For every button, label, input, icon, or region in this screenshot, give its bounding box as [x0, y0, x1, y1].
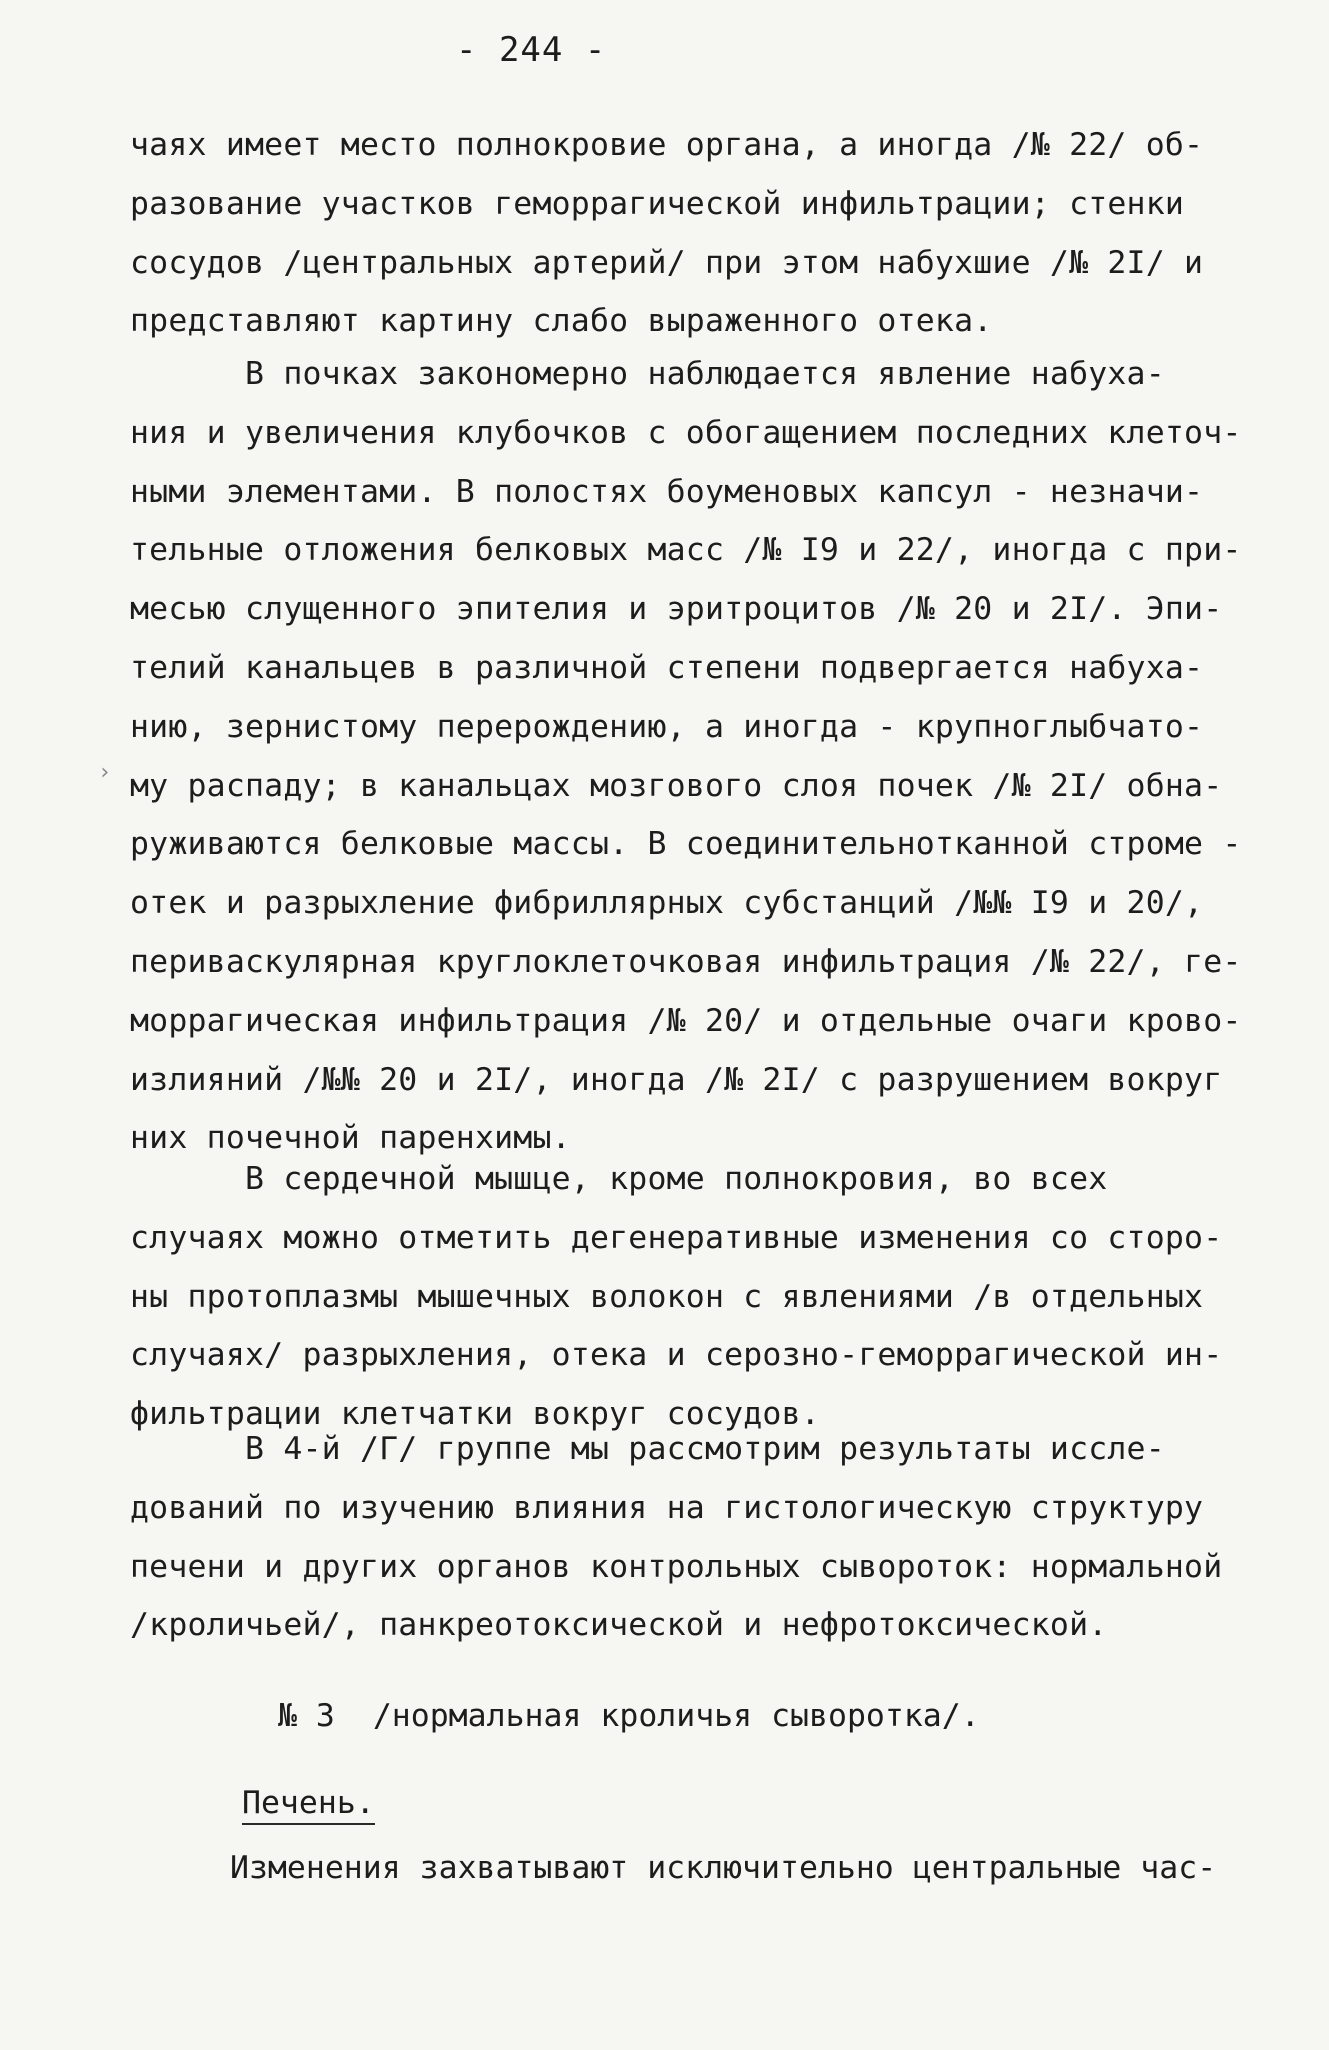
text-line: В 4-й /Г/ группе мы рассмотрим результаты иссле-: [130, 1431, 1165, 1467]
text-line: случаях/ разрыхления, отека и серозно-геморрагической ин-: [130, 1337, 1223, 1374]
text-line: представляют картину слабо выраженного отека.: [130, 303, 993, 340]
text-line: разование участков геморрагической инфильтрации; стенки: [130, 185, 1185, 222]
section-heading: Печень.: [242, 1785, 375, 1825]
text-line: В сердечной мышце, кроме полнокровия, во всех: [130, 1161, 1108, 1197]
page-number: - 244 -: [456, 30, 607, 70]
text-line: В почках закономерно наблюдается явление набуха-: [130, 356, 1165, 392]
text-line: тельные отложения белковых масс /№ I9 и 22/, иногда с при-: [130, 532, 1242, 569]
text-line: ния и увеличения клубочков с обогащением последних клеточ-: [130, 414, 1242, 451]
paragraph-2: [130, 345, 1242, 1168]
subsection-title: № 3 /нормальная кроличья сыворотка/.: [278, 1698, 980, 1734]
text-line: излияний /№№ 20 и 2I/, иногда /№ 2I/ с разрушением вокруг: [130, 1061, 1223, 1098]
text-line: руживаются белковые массы. В соединительнотканной строме -: [130, 826, 1242, 863]
margin-mark: ›: [98, 760, 112, 785]
text-line: месью слущенного эпителия и эритроцитов /№ 20 и 2I/. Эпи-: [130, 591, 1223, 628]
paragraph-4: [130, 1420, 1223, 1655]
text-line: печени и других органов контрольных сывороток: нормальной: [130, 1548, 1223, 1585]
text-line: сосудов /центральных артерий/ при этом набухшие /№ 2I/ и: [130, 244, 1204, 281]
text-line: /кроличьей/, панкреотоксической и нефротоксической.: [130, 1607, 1108, 1644]
text-line: отек и разрыхление фибриллярных субстанций /№№ I9 и 20/,: [130, 885, 1204, 922]
text-line: ными элементами. В полостях боуменовых капсул - незначи-: [130, 473, 1204, 510]
text-line: телий канальцев в различной степени подвергается набуха-: [130, 649, 1204, 686]
text-line: Изменения захватывают исключительно центральные час-: [230, 1850, 1217, 1886]
paragraph-3: [130, 1150, 1223, 1444]
text-line: периваскулярная круглоклеточковая инфильтрация /№ 22/, ге-: [130, 943, 1242, 980]
text-line: случаях можно отметить дегенеративные изменения со сторо-: [130, 1219, 1223, 1256]
text-line: му распаду; в канальцах мозгового слоя почек /№ 2I/ обна-: [130, 767, 1223, 804]
text-line: них почечной паренхимы.: [130, 1120, 571, 1157]
paragraph-1: [130, 116, 1210, 351]
text-line: нию, зернистому перерождению, а иногда - крупноглыбчато-: [130, 708, 1204, 745]
text-line: моррагическая инфильтрация /№ 20/ и отдельные очаги крово-: [130, 1002, 1242, 1039]
text-line: чаях имеет место полнокровие органа, а иногда /№ 22/ об-: [130, 127, 1204, 163]
text-line: ны протоплазмы мышечных волокон с явлениями /в отдельных: [130, 1278, 1204, 1315]
text-line: дований по изучению влияния на гистологическую структуру: [130, 1489, 1204, 1526]
text-line: фильтрации клетчатки вокруг сосудов.: [130, 1396, 820, 1433]
